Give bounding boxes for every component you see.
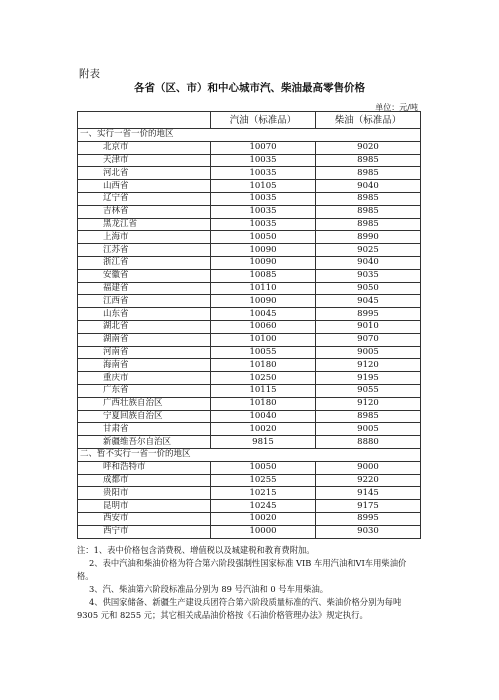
section-row: [78, 129, 421, 142]
region-name: 江西省: [78, 295, 211, 308]
gasoline-price: 10110: [211, 282, 316, 295]
diesel-price: 9035: [316, 269, 421, 282]
region-name: 上海市: [78, 231, 211, 244]
diesel-price: 9220: [316, 474, 421, 487]
region-name: 北京市: [78, 141, 211, 154]
diesel-price: 9010: [316, 320, 421, 333]
gasoline-price: 10035: [211, 167, 316, 180]
section-row: [78, 448, 421, 461]
gasoline-price: 10035: [211, 192, 316, 205]
gasoline-price: 10085: [211, 269, 316, 282]
region-name: 重庆市: [78, 372, 211, 385]
table-row: [78, 167, 421, 180]
region-name: 天津市: [78, 154, 211, 167]
table-row: [78, 282, 421, 295]
table-row: [78, 192, 421, 205]
gasoline-price: 10100: [211, 333, 316, 346]
diesel-price: 8985: [316, 218, 421, 231]
gasoline-price: 10090: [211, 244, 316, 257]
region-name: 浙江省: [78, 256, 211, 269]
diesel-price: 9145: [316, 487, 421, 500]
diesel-price: 9120: [316, 359, 421, 372]
table-row: [78, 205, 421, 218]
table-row: [78, 218, 421, 231]
diesel-price: 8985: [316, 192, 421, 205]
region-name: 西宁市: [78, 525, 211, 538]
gasoline-price: 10035: [211, 205, 316, 218]
region-name: 海南省: [78, 359, 211, 372]
gasoline-price: 10020: [211, 423, 316, 436]
table-row: [78, 474, 421, 487]
table-row: [78, 231, 421, 244]
table-row: [78, 525, 421, 538]
table-row: [78, 461, 421, 474]
diesel-price: 9020: [316, 141, 421, 154]
gasoline-price: 10090: [211, 256, 316, 269]
diesel-price: 8985: [316, 410, 421, 423]
document-title: 各省（区、市）和中心城市汽、柴油最高零售价格: [134, 82, 365, 94]
table-row: [78, 512, 421, 525]
region-name: 贵阳市: [78, 487, 211, 500]
table-row: [78, 141, 421, 154]
gasoline-price: 10040: [211, 410, 316, 423]
table-row: [78, 154, 421, 167]
region-name: 湖北省: [78, 320, 211, 333]
gasoline-price: 10050: [211, 231, 316, 244]
table-row: [78, 295, 421, 308]
diesel-price: 9055: [316, 384, 421, 397]
table-row: [78, 410, 421, 423]
gasoline-price: 10035: [211, 218, 316, 231]
header-gasoline: 汽油（标准品）: [211, 112, 316, 129]
region-name: 安徽省: [78, 269, 211, 282]
table-row: [78, 436, 421, 449]
gasoline-price: 10055: [211, 346, 316, 359]
region-name: 黑龙江省: [78, 218, 211, 231]
table-row: [78, 397, 421, 410]
section-label: 二、暂不实行一省一价的地区: [78, 448, 421, 461]
diesel-price: 8990: [316, 231, 421, 244]
diesel-price: 9040: [316, 256, 421, 269]
diesel-price: 9070: [316, 333, 421, 346]
region-name: 山东省: [78, 308, 211, 321]
diesel-price: 8985: [316, 205, 421, 218]
table-row: [78, 487, 421, 500]
gasoline-price: 10020: [211, 512, 316, 525]
region-name: 福建省: [78, 282, 211, 295]
section-label: 一、实行一省一价的地区: [78, 129, 421, 142]
region-name: 成都市: [78, 474, 211, 487]
gasoline-price: 10115: [211, 384, 316, 397]
note-paragraph: 3、汽、柴油第六阶段标准品分别为 89 号汽油和 0 号车用柴油。: [89, 584, 329, 594]
gasoline-price: 10035: [211, 154, 316, 167]
table-header-row: [78, 112, 421, 129]
table-row: [78, 308, 421, 321]
unit-label: 单位：元/吨: [375, 103, 418, 112]
note-paragraph: 注：1、表中价格包含消费税、增值税以及城建税和教育费附加。: [77, 545, 315, 555]
gasoline-price: 9815: [211, 436, 316, 449]
note-paragraph: 4、供国家储备、新疆生产建设兵团符合第六阶段质量标准的汽、柴油价格分别为每吨 9305 元和 8255 元；其它相关成品油价格按《石油价格管理办法》规定执行。: [77, 597, 402, 620]
region-name: 江苏省: [78, 244, 211, 257]
region-name: 新疆维吾尔自治区: [78, 436, 211, 449]
region-name: 昆明市: [78, 500, 211, 513]
price-table: [77, 111, 421, 539]
table-row: [78, 500, 421, 513]
diesel-price: 9005: [316, 346, 421, 359]
diesel-price: 9040: [316, 180, 421, 193]
diesel-price: 9030: [316, 525, 421, 538]
gasoline-price: 10105: [211, 180, 316, 193]
gasoline-price: 10000: [211, 525, 316, 538]
gasoline-price: 10180: [211, 359, 316, 372]
table-row: [78, 384, 421, 397]
region-name: 甘肃省: [78, 423, 211, 436]
gasoline-price: 10060: [211, 320, 316, 333]
diesel-price: 8985: [316, 154, 421, 167]
region-name: 呼和浩特市: [78, 461, 211, 474]
diesel-price: 9025: [316, 244, 421, 257]
diesel-price: 8995: [316, 308, 421, 321]
gasoline-price: 10255: [211, 474, 316, 487]
header-diesel: 柴油（标准品）: [316, 112, 421, 129]
gasoline-price: 10215: [211, 487, 316, 500]
region-name: 河北省: [78, 167, 211, 180]
note-paragraph: 2、表中汽油和柴油价格为符合第六阶段强制性国家标准 VIB 车用汽油和VI车用柴油价格。: [77, 558, 407, 581]
gasoline-price: 10045: [211, 308, 316, 321]
gasoline-price: 10180: [211, 397, 316, 410]
gasoline-price: 10250: [211, 372, 316, 385]
table-row: [78, 372, 421, 385]
table-row: [78, 423, 421, 436]
region-name: 河南省: [78, 346, 211, 359]
diesel-price: 9195: [316, 372, 421, 385]
price-table-body: [78, 112, 421, 539]
table-row: [78, 320, 421, 333]
table-row: [78, 333, 421, 346]
gasoline-price: 10245: [211, 500, 316, 513]
table-row: [78, 346, 421, 359]
notes-section: [77, 544, 422, 622]
diesel-price: 9175: [316, 500, 421, 513]
appendix-label: 附表: [79, 68, 100, 80]
diesel-price: 8985: [316, 167, 421, 180]
diesel-price: 9050: [316, 282, 421, 295]
region-name: 广西壮族自治区: [78, 397, 211, 410]
gasoline-price: 10050: [211, 461, 316, 474]
diesel-price: 9120: [316, 397, 421, 410]
table-row: [78, 269, 421, 282]
gasoline-price: 10090: [211, 295, 316, 308]
region-name: 湖南省: [78, 333, 211, 346]
region-name: 吉林省: [78, 205, 211, 218]
region-name: 广东省: [78, 384, 211, 397]
gasoline-price: 10070: [211, 141, 316, 154]
table-row: [78, 180, 421, 193]
diesel-price: 8880: [316, 436, 421, 449]
diesel-price: 9045: [316, 295, 421, 308]
table-row: [78, 359, 421, 372]
diesel-price: 8995: [316, 512, 421, 525]
table-row: [78, 256, 421, 269]
diesel-price: 9000: [316, 461, 421, 474]
diesel-price: 9005: [316, 423, 421, 436]
header-blank-cell: [78, 112, 211, 129]
table-row: [78, 244, 421, 257]
region-name: 宁夏回族自治区: [78, 410, 211, 423]
region-name: 西安市: [78, 512, 211, 525]
region-name: 山西省: [78, 180, 211, 193]
region-name: 辽宁省: [78, 192, 211, 205]
